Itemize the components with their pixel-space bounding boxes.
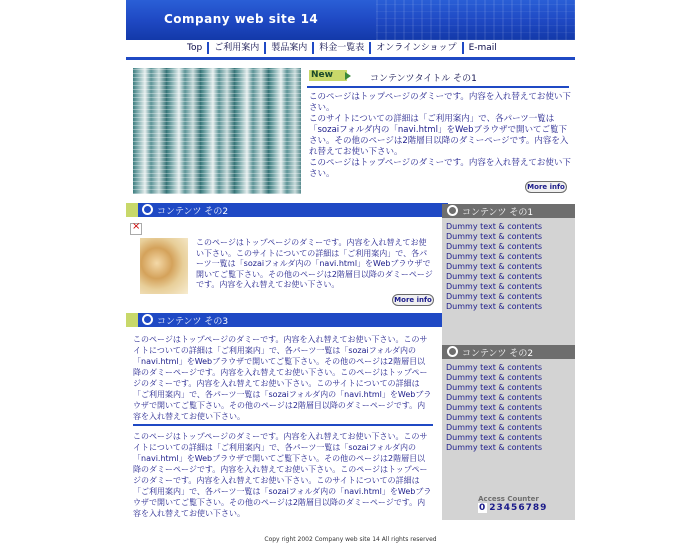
content3-heading-label: コンテンツ その3 — [157, 317, 229, 327]
sidebar-heading-2-label: コンテンツ その2 — [462, 349, 534, 359]
content3-text-block-2: このページはトップページのダミーです。内容を入れ替えてお使い下さい。このサイトについての詳細は「ご利用案内」で、各パーツ一覧は「sozaiフォルダ内の「navi.html」をWebブラウザで開いてご覧下さい。その他のページは2階層目以降のダミーページです。内容を入れ替えてお使い下さい。このページはトップページのダミーです。内容を入れ替えてお使い下さい。このサイトについての詳細は「ご利用案内」で、各パーツ一覧は「sozaiフォルダ内の「navi.html」をWebブラウザで開いてご覧下さい。その他のページは2階層目以降のダミーページです。内容を入れ替えてお使い下さい。 — [133, 432, 432, 518]
hero-line: このサイトについての詳細は「ご利用案内」で、各パーツ一覧は「sozaiフォルダ内の「navi.html」をWebブラウザで開いてご覧下さい。その他のページは2階層目以降のダミーページです。内容を入れ替えてお使い下さい。 — [309, 114, 569, 157]
footer-copyright: Copy right 2002 Company web site 14 All rights reserved — [264, 536, 437, 543]
nav-top[interactable]: Top — [187, 43, 203, 53]
circle-bullet-icon — [142, 204, 153, 215]
content3-text-block-1: このページはトップページのダミーです。内容を入れ替えてお使い下さい。このサイトについての詳細は「ご利用案内」で、各パーツ一覧は「sozaiフォルダ内の「navi.html」をWebブラウザで開いてご覧下さい。その他のページは2階層目以降のダミーページです。内容を入れ替えてお使い下さい。このページはトップページのダミーです。内容を入れ替えてお使い下さい。このサイトについての詳細は「ご利用案内」で、各パーツ一覧は「sozaiフォルダ内の「navi.html」をWebブラウザで開いてご覧下さい。その他のページは2階層目以降のダミーページです。内容を入れ替えてお使い下さい。 — [133, 335, 432, 421]
content2-image — [140, 238, 188, 294]
content3-divider — [133, 424, 433, 426]
broken-image-icon — [130, 223, 142, 235]
hero-title: コンテンツタイトル その1 — [370, 74, 477, 84]
counter-first-digit: 0 — [479, 503, 487, 513]
content2-text: このページはトップページのダミーです。内容を入れ替えてお使い下さい。このサイトについての詳細は「ご利用案内」で、各パーツ一覧は「sozaiフォルダ内の「navi.html」をWebブラウザで開いてご覧下さい。その他のページは2階層目以降のダミーページです。内容を入れ替えてお使い下さい。 — [196, 238, 433, 289]
hero-line: このページはトップページのダミーです。内容を入れ替えてお使い下さい。 — [309, 158, 571, 179]
content2-more-info-button[interactable]: More info — [392, 294, 434, 306]
global-nav — [126, 40, 575, 60]
nav-pricing[interactable]: 料金一覧表 — [312, 42, 369, 54]
hero-text — [309, 92, 571, 180]
hero-line: このページはトップページのダミーです。内容を入れ替えてお使い下さい。 — [309, 92, 571, 113]
sidebar-text-1: Dummy text & contents Dummy text & contents Dummy text & contents Dummy text & contents Dummy text & contents Dummy text & contents Dummy text & contents Dummy text & contents Dummy text & contents — [446, 222, 543, 311]
new-badge: New — [309, 70, 347, 81]
hero-divider — [307, 86, 569, 88]
content3-heading — [126, 313, 448, 327]
circle-bullet-icon — [447, 346, 458, 357]
site-title[interactable]: Company web site 14 — [164, 12, 319, 26]
counter-digits: 23456789 — [489, 503, 548, 513]
sidebar-heading-1 — [442, 204, 575, 218]
nav-list — [182, 42, 502, 54]
site-banner — [126, 0, 575, 40]
hero-image — [133, 68, 301, 194]
nav-guide[interactable]: ご利用案内 — [207, 42, 264, 54]
nav-online-shop[interactable]: オンラインショップ — [369, 42, 461, 54]
sidebar-heading-1-label: コンテンツ その1 — [462, 208, 534, 218]
nav-products[interactable]: 製品案内 — [264, 42, 312, 54]
sidebar-text-2: Dummy text & contents Dummy text & contents Dummy text & contents Dummy text & contents Dummy text & contents Dummy text & contents Dummy text & contents Dummy text & contents Dummy text & contents — [446, 363, 543, 452]
access-counter — [478, 503, 547, 513]
sidebar-heading-2 — [442, 345, 575, 359]
circle-bullet-icon — [142, 314, 153, 325]
access-counter-label: Access Counter — [478, 495, 539, 503]
content2-heading-label: コンテンツ その2 — [157, 207, 229, 217]
hero-more-info-button[interactable]: More info — [525, 181, 567, 193]
nav-email[interactable]: E-mail — [462, 42, 502, 54]
content2-heading — [126, 203, 448, 217]
circle-bullet-icon — [447, 205, 458, 216]
